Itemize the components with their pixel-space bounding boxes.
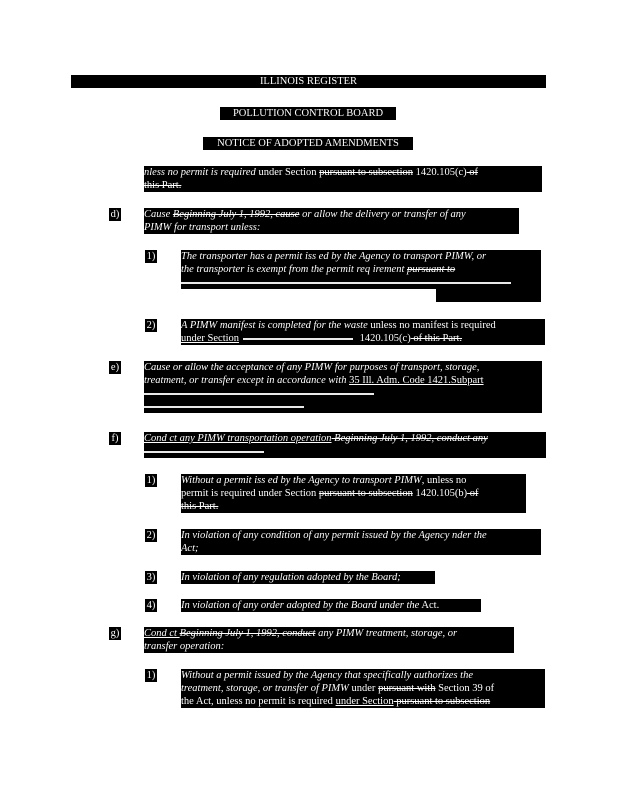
section-d-struck: Beginning July 1, 1992, cause [172, 209, 300, 220]
item-f4-label: 4) [146, 600, 156, 611]
item-f1-line3: this Part. [181, 501, 219, 512]
item-g1-section: Section 39 of [435, 683, 495, 694]
section-d-label: d) [110, 209, 120, 220]
item-d2-struck: of this Part. [410, 333, 463, 344]
intro-italic: nless no permit is required [144, 167, 256, 178]
notice-title-bar [203, 137, 413, 150]
item-d1-line2: the transporter is exempt from the permit req irement [181, 264, 408, 275]
item-f1-rest: , unless no [421, 475, 467, 486]
item-d1-struck: pursuant to [407, 264, 456, 275]
item-f2-label: 2) [146, 530, 156, 541]
item-f1-struck: pursuant to subsection [318, 488, 413, 499]
section-d-line2: PIMW for transport unless: [144, 222, 261, 233]
item-d1-text [181, 250, 541, 302]
section-e-label: e) [110, 362, 120, 373]
item-g1-section-ref: under Section [335, 696, 394, 707]
item-f1-line2: permit is required under Section [181, 488, 319, 499]
item-d2-number: 1420.105(c) [357, 333, 411, 344]
board-title-bar [220, 107, 396, 120]
section-d-rest: or allow the delivery or transfer of any [299, 209, 466, 220]
section-g-conduct: Cond ct [144, 628, 180, 639]
item-f1-struck-of: of [467, 488, 479, 499]
item-f1-italic: Without a permit iss ed by the Agency to transport PIMW [181, 475, 422, 486]
section-g-struck: Beginning July 1, 1992, conduct [179, 628, 316, 639]
item-f4-italic: In violation of any order adopted by the Board under the [181, 600, 420, 611]
section-e-illegible-1 [144, 387, 542, 400]
section-f-struck: Beginning July 1, 1992, conduct any [331, 433, 488, 444]
section-e-line2: treatment, or transfer except in accordance with [144, 375, 350, 386]
item-d1-illegible-1 [181, 276, 541, 289]
section-d-text [144, 208, 519, 234]
notice-title: NOTICE OF ADOPTED AMENDMENTS [217, 138, 399, 149]
section-g-text [144, 627, 514, 653]
item-f2-text [181, 529, 541, 555]
section-f-conduct: Cond ct any PIMW transportation operation [144, 433, 332, 444]
item-f3-label: 3) [146, 572, 156, 583]
item-d2-italic: A PIMW manifest is completed for the waste [181, 320, 368, 331]
item-d2-section: under Section [181, 333, 240, 344]
section-g-rest: any PIMW treatment, storage, or [315, 628, 458, 639]
item-d2-text [181, 319, 545, 345]
item-d2-label: 2) [146, 320, 156, 331]
intro-struck-of: of [466, 167, 479, 178]
register-title-bar [71, 75, 546, 88]
section-g-label: g) [110, 628, 120, 639]
item-f2-line2: Act; [181, 543, 199, 554]
item-g1-struck: pursuant with [378, 683, 436, 694]
item-d1-label: 1) [146, 251, 156, 262]
item-d1-line1: The transporter has a permit iss ed by the Agency to transport PIMW, or [181, 251, 487, 262]
section-e-line1: Cause or allow the acceptance of any PIMW for purposes of transport, storage, [144, 362, 480, 373]
section-e-illegible-2 [144, 400, 542, 413]
section-f-text [144, 432, 546, 458]
item-d1-illegible-2 [181, 289, 436, 302]
item-d2-rest: unless no manifest is required [367, 320, 496, 331]
section-e-text [144, 361, 542, 413]
item-g1-struck-2: pursuant to subsection [393, 696, 491, 707]
section-f-illegible [144, 445, 284, 458]
item-f3-line1: In violation of any regulation adopted by the Board; [181, 572, 401, 583]
intro-paragraph [144, 166, 542, 192]
intro-section: 1420.105(c) [413, 167, 467, 178]
item-g1-label: 1) [146, 670, 156, 681]
item-f2-line1: In violation of any condition of any permit issued by the Agency nder the [181, 530, 487, 541]
section-f-label: f) [109, 432, 121, 445]
register-title: ILLINOIS REGISTER [259, 76, 358, 87]
item-f3-text [181, 571, 435, 584]
item-f1-label: 1) [146, 475, 156, 486]
section-d-cause: Cause [144, 209, 173, 220]
item-f1-text [181, 474, 526, 513]
intro-line2: this Part. [144, 180, 182, 191]
section-e-code: 35 Ill. Adm. Code 1421.Subpart [349, 375, 484, 386]
item-g1-line2: treatment, storage, or transfer of PIMW [181, 683, 349, 694]
item-f4-text [181, 599, 481, 612]
item-g1-text [181, 669, 545, 708]
board-title: POLLUTION CONTROL BOARD [232, 108, 384, 119]
item-g1-line1: Without a permit issued by the Agency that specifically authorizes the [181, 670, 474, 681]
intro-struck: pursuant to subsection [319, 167, 413, 178]
item-f1-number: 1420.105(b) [412, 488, 468, 499]
item-g1-under: under [348, 683, 379, 694]
intro-text: under Section [255, 167, 320, 178]
item-f4-rest: Act. [419, 600, 440, 611]
item-g1-line3: the Act, unless no permit is required [181, 696, 336, 707]
section-g-line2: transfer operation: [144, 641, 225, 652]
